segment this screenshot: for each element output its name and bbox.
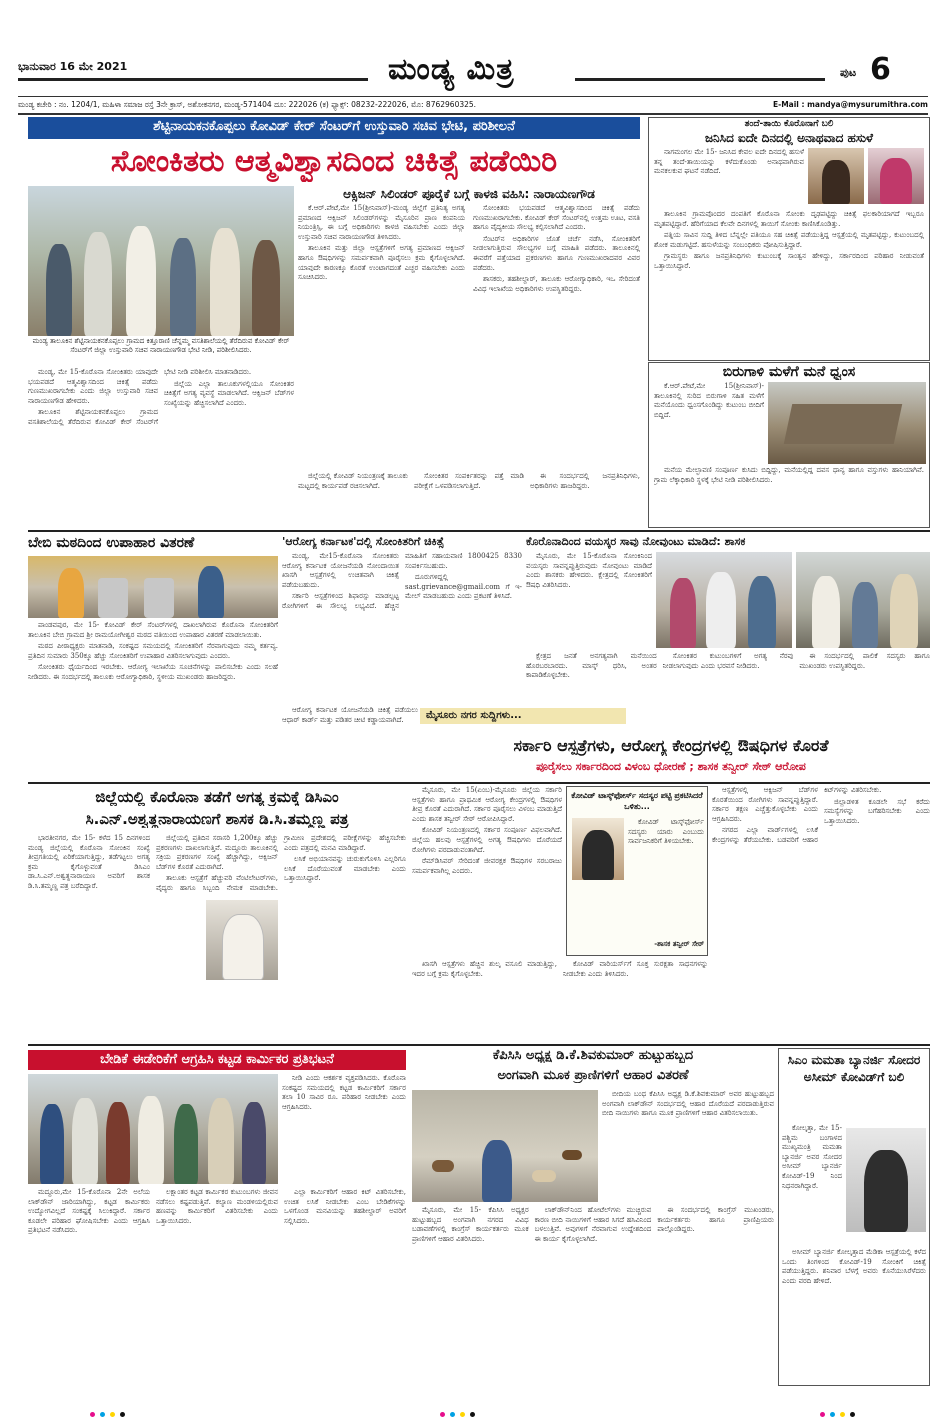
side-top-headline: ಜನಿಸಿದ ಐದೇ ದಿನದಲ್ಲಿ ಅನಾಥವಾದ ಹಸುಳೆ (704, 131, 874, 145)
lead-photo (28, 186, 294, 336)
side-mid-headline: ಬಿರುಗಾಳಿ ಮಳೆಗೆ ಮನೆ ಧ್ವಂಸ (722, 364, 856, 380)
row4-mid-body-a: ಬೀದಿಯ ಬಂಧ ಕೆಪಿಸಿಸಿ ಅಧ್ಯಕ್ಷ ಡಿ.ಕೆ.ಶಿವಕುಮಾರ್ ಅವರ ಹುಟ್ಟುಹಬ್ಬದ ಅಂಗವಾಗಿ ಲಾಕ್‌ಡೌನ್ ಸಂದರ್ಭದಲ್ಲಿ ಆಹಾರ ದೊರೆಯದೆ ಪರದಾಡುತ್ತಿರುವ ಬೀದಿ ನಾಯಿಗಳು ಹಾಗೂ ಮೂಕ ಪ್ರಾಣಿಗಳಿಗೆ ಆಹಾರ ವಿತರಿಸಲಾಯಿತು. (602, 1090, 774, 1118)
row2-photo-1 (28, 556, 278, 618)
row2-headline-2: 'ಆರೋಗ್ಯ ಕರ್ನಾಟಕ'ದಲ್ಲಿ ಸೋಂಕಿತರಿಗೆ ಚಿಕಿತ್ಸೆ (282, 535, 444, 548)
row2-photo-3a (656, 552, 792, 648)
address-bar (18, 96, 928, 115)
side-top-body: ನಾಗಮಂಗಲ ಮೇ 15- ಜನಿಸಿದ ಕೇವಲ ಐದೇ ದಿನದಲ್ಲಿ ಹಸುಳೆ ತನ್ನ ತಂದೆ-ತಾಯಿಯನ್ನು ಕಳೆದುಕೊಂಡು ಅನಾಥವಾಗಿರುವ ಮನಕಲಕುವ ಘಟನೆ ನಡೆದಿದೆ. (654, 148, 804, 176)
side-mid-body: ಕೆ.ಆರ್.ಪೇಟೆ,ಮೇ 15(ಶ್ರೀನಿವಾಸ್)-ತಾಲೂಕಿನಲ್ಲಿ ಸುರಿದ ಬಿರುಗಾಳಿ ಸಹಿತ ಮಳೆಗೆ ಮನೆಯೊಂದು ಧ್ವಂಸಗೊಂಡಿದ್ದು ಕುಟುಂಬ ಬೀದಿಗೆ ಬಿದ್ದಿದೆ. (654, 382, 764, 419)
taskforce-box-photo (572, 818, 624, 880)
side-top-photo-father (808, 148, 864, 204)
row4-left-body-a: ನೀಡಿ ಎಂದು ಆಕರ್ಶಕ ವ್ಯಕ್ತಪಡಿಸಿದರು. ಕೊರೊನಾ ಸಂಕಷ್ಟದ ಸಮಯದಲ್ಲಿ ಕಟ್ಟಡ ಕಾರ್ಮಿಕರಿಗೆ ಸರ್ಕಾರ ತಲಾ 10 ಸಾವಿರ ರೂ. ಪರಿಹಾರ ನೀಡಬೇಕು ಎಂದು ಆಗ್ರಹಿಸಿದರು. (282, 1074, 406, 1111)
row3-rule (28, 782, 930, 784)
masthead (18, 50, 928, 96)
row2-body-2: ಮಂಡ್ಯ, ಮೇ15-ಕೊರೊನಾ ಸೋಂಕಿತರು ಆರೋಗ್ಯ ಕರ್ನಾಟಕ ಯೋಜನೆಯಡಿ ನೋಂದಾಯಿತ ಖಾಸಗಿ ಆಸ್ಪತ್ರೆಗಳಲ್ಲಿ ಉಚಿತವಾಗಿ ಚಿಕಿತ್ಸೆ ಪಡೆಯಬಹುದು. ಸರ್ಕಾರಿ ಆಸ್ಪತ್ರೆಗಳಿಂದ ಶಿಫಾರಸ್ಸು ಮಾಡಲ್ಪಟ್ಟ ರೋಗಿಗಳಿಗೆ ಈ ಸೌಲಭ್ಯ ಲಭ್ಯವಿದೆ. ಹೆಚ್ಚಿನ ಮಾಹಿತಿಗೆ ಸಹಾಯವಾಣಿ 1800425 8330 ಸಂಪರ್ಕಿಸಬಹುದು. ದೂರುಗಳಿದ್ದಲ್ಲಿ sast.grievance@gmail.com ಗೆ ಇ-ಮೇಲ್ ಮಾಡಬಹುದು ಎಂದು ಪ್ರಕಟಣೆ ತಿಳಿಸಿದೆ. (282, 552, 522, 610)
row4-left-photo (28, 1074, 278, 1184)
side-top-kicker: ತಂದೆ-ತಾಯಿ ಕೊರೊನಾಗೆ ಬಲಿ (744, 119, 834, 129)
row2-body-1: ಪಾಂಡವಪುರ, ಮೇ 15- ಕೋವಿಡ್ ಕೇರ್ ಸೆಂಟರ್‌ಗಳಲ್ಲಿ ದಾಖಲಾಗಿರುವ ಕೊರೊನಾ ಸೋಂಕಿತರಿಗೆ ತಾಲೂಕಿನ ಬೇಬಿ ಗ್ರಾಮದ ಶ್ರೀ ರಾಮಯೋಗೀಶ್ವರ ಮಠದ ವತಿಯಿಂದ ಉಪಾಹಾರ ವಿತರಣೆ ಮಾಡಲಾಯಿತು. ಮಠದ ಪೀಠಾಧ್ಯಕ್ಷರು ಮಾತನಾಡಿ, ಸಂಕಷ್ಟದ ಸಮಯದಲ್ಲಿ ಸೋಂಕಿತರಿಗೆ ನೆರವಾಗುವುದು ನಮ್ಮ ಕರ್ತವ್ಯ. ಪ್ರತಿದಿನ ಸುಮಾರು 350ಕ್ಕೂ ಹೆಚ್ಚು ಸೋಂಕಿತರಿಗೆ ಉಪಾಹಾರ ವಿತರಿಸಲಾಗುವುದು ಎಂದರು. ಸೋಂಕಿತರು ಧೈರ್ಯದಿಂದ ಇರಬೇಕು. ಆರೋಗ್ಯ ಇಲಾಖೆಯ ಸೂಚನೆಗಳನ್ನು ಪಾಲಿಸಬೇಕು ಎಂದು ಸಲಹೆ ನೀಡಿದರು. ಈ ಸಂದರ್ಭದಲ್ಲಿ ತಾಲೂಕು ಆರೋಗ್ಯಾಧಿಕಾರಿ, ಸ್ಥಳೀಯ ಮುಖಂಡರು ಹಾಜರಿದ್ದರು. (28, 621, 278, 681)
row3-right-headline-1: ಸರ್ಕಾರಿ ಆಸ್ಪತ್ರೆಗಳು, ಆರೋಗ್ಯ ಕೇಂದ್ರಗಳಲ್ಲಿ ಔಷಧಿಗಳ ಕೊರತೆ (513, 736, 829, 755)
taskforce-box-sign: -ಶಾಸಕ ತನ್ವೀರ್ ಸೇಠ್ (654, 940, 704, 948)
side-top-photo-mother (868, 148, 924, 204)
row4-mid-body-b: ಮೈಸೂರು, ಮೇ 15- ಕೆಪಿಸಿಸಿ ಅಧ್ಯಕ್ಷರ ಹುಟ್ಟುಹಬ್ಬದ ಅಂಗವಾಗಿ ನಗರದ ವಿವಿಧ ಬಡಾವಣೆಗಳಲ್ಲಿ ಕಾಂಗ್ರೆಸ್ ಕಾರ್ಯಕರ್ತರು ಮೂಕ ಪ್ರಾಣಿಗಳಿಗೆ ಆಹಾರ ವಿತರಿಸಿದರು. ಲಾಕ್‌ಡೌನ್‌ನಿಂದ ಹೋಟೆಲ್‌ಗಳು ಮುಚ್ಚಿರುವ ಕಾರಣ ಬೀದಿ ನಾಯಿಗಳಿಗೆ ಆಹಾರ ಸಿಗದೆ ಹಸಿವಿನಿಂದ ಬಳಲುತ್ತಿವೆ. ಅವುಗಳಿಗೆ ನೆರವಾಗುವ ಉದ್ದೇಶದಿಂದ ಈ ಕಾರ್ಯ ಕೈಗೊಳ್ಳಲಾಗಿದೆ. ಈ ಸಂದರ್ಭದಲ್ಲಿ ಕಾಂಗ್ರೆಸ್ ಮುಖಂಡರು, ಕಾರ್ಯಕರ್ತರು ಹಾಗೂ ಪ್ರಾಣಿಪ್ರಿಯರು ಪಾಲ್ಗೊಂಡಿದ್ದರು. (412, 1206, 774, 1243)
masthead-rule (18, 78, 368, 81)
row2-body-3: ಮೈಸೂರು, ಮೇ 15-ಕೊರೊನಾ ಸೋಂಕಿನಿಂದ ವಯಸ್ಕರು ಸಾವನ್ನಪ್ಪುತ್ತಿರುವುದು ನೋವುಂಟು ಮಾಡಿದೆ ಎಂದು ಶಾಸಕರು ಹೇಳಿದರು. ಕ್ಷೇತ್ರದಲ್ಲಿ ಸೋಂಕಿತರಿಗೆ ಔಷಧಿ ವಿತರಿಸಿದರು. (526, 552, 652, 589)
lead-photo-caption: ಮಂಡ್ಯ ತಾಲೂಕಿನ ಶೆಟ್ಟಿನಾಯಕನಕೊಪ್ಪಲು ಗ್ರಾಮದ ಕಿತ್ತೂರಾಣಿ ಚೆನ್ನಮ್ಮ ವಸತಿಶಾಲೆಯಲ್ಲಿ ತೆರೆದಿರುವ ಕೋವಿಡ್ ಕೇರ್ ಸೆಂಟರ್‌ಗೆ ಜಿಲ್ಲಾ ಉಸ್ತುವಾರಿ ಸಚಿವ ನಾರಾಯಣಗೌಡ ಭೇಟಿ ನೀಡಿ, ಪರಿಶೀಲಿಸಿದರು. (32, 337, 290, 354)
row3-right-headline-2: ಪೂರೈಸಲು ಸರ್ಕಾರದಿಂದ ವಿಳಂಬ ಧೋರಣೆ ; ಶಾಸಕ ತನ್ವೀರ್ ಸೇಠ್ ಆರೋಪ (536, 760, 806, 773)
masthead-rule (575, 78, 825, 81)
lead-body-left: ಮಂಡ್ಯ, ಮೇ 15-ಕೊರೊನಾ ಸೋಂಕಿತರು ಯಾವುದೇ ಭಯಪಡದೆ ಆತ್ಮವಿಶ್ವಾಸದಿಂದ ಚಿಕಿತ್ಸೆ ಪಡೆದು ಗುಣಮುಖರಾಗಬೇಕು ಎಂದು ಜಿಲ್ಲಾ ಉಸ್ತುವಾರಿ ಸಚಿವ ನಾರಾಯಣಗೌಡ ಹೇಳಿದರು. ತಾಲೂಕಿನ ಶೆಟ್ಟಿನಾಯಕನಕೊಪ್ಪಲು ಗ್ರಾಮದ ವಸತಿಶಾಲೆಯಲ್ಲಿ ತೆರೆದಿರುವ ಕೋವಿಡ್ ಕೇರ್ ಸೆಂಟರ್‌ಗೆ ಭೇಟಿ ನೀಡಿ ಪರಿಶೀಲಿಸಿ ಮಾತನಾಡಿದರು. ಜಿಲ್ಲೆಯ ಎಲ್ಲಾ ತಾಲೂಕುಗಳಲ್ಲಿಯೂ ಸೋಂಕಿತರ ಚಿಕಿತ್ಸೆಗೆ ಅಗತ್ಯ ವ್ಯವಸ್ಥೆ ಮಾಡಲಾಗಿದೆ. ಆಕ್ಸಿಜನ್ ಬೆಡ್‌ಗಳ ಸಂಖ್ಯೆಯನ್ನು ಹೆಚ್ಚಿಸಲಾಗಿದೆ ಎಂದರು. (28, 368, 294, 426)
row4-rule (28, 1044, 930, 1046)
row2-headline-1: ಬೇಬಿ ಮಠದಿಂದ ಉಪಾಹಾರ ವಿತರಣೆ (28, 535, 195, 551)
row4-mid-headline-2: ಅಂಗವಾಗಿ ಮೂಕ ಪ್ರಾಣಿಗಳಿಗೆ ಆಹಾರ ವಿತರಣೆ (497, 1068, 689, 1083)
page-number: 6 (870, 52, 891, 87)
lead-body-bottom: ಜಿಲ್ಲೆಯಲ್ಲಿ ಕೋವಿಡ್ ನಿಯಂತ್ರಣಕ್ಕೆ ತಾಲೂಕು ಮಟ್ಟದಲ್ಲಿ ಕಾರ್ಯಪಡೆ ರಚಿಸಲಾಗಿದೆ. ಸೋಂಕಿತರ ಸಂಪರ್ಕಿತರನ್ನು ಪತ್ತೆ ಮಾಡಿ ಪರೀಕ್ಷೆಗೆ ಒಳಪಡಿಸಲಾಗುತ್ತಿದೆ. ಈ ಸಂದರ್ಭದಲ್ಲಿ ಜನಪ್ರತಿನಿಧಿಗಳು, ಅಧಿಕಾರಿಗಳು ಹಾಜರಿದ್ದರು. (298, 472, 640, 490)
issue-date: ಭಾನುವಾರ 16 ಮೇ 2021 (18, 60, 128, 73)
row3-right-body-a: ಮೈಸೂರು, ಮೇ 15(ಏಂಬ)-ಮೈಸೂರು ಜಿಲ್ಲೆಯ ಸರ್ಕಾರಿ ಆಸ್ಪತ್ರೆಗಳು ಹಾಗೂ ಪ್ರಾಥಮಿಕ ಆರೋಗ್ಯ ಕೇಂದ್ರಗಳಲ್ಲಿ ಔಷಧಿಗಳ ತೀವ್ರ ಕೊರತೆ ಎದುರಾಗಿದೆ. ಸರ್ಕಾರ ಪೂರೈಸಲು ವಿಳಂಬ ಮಾಡುತ್ತಿದೆ ಎಂದು ಶಾಸಕ ತನ್ವೀರ್ ಸೇಠ್ ಆರೋಪಿಸಿದ್ದಾರೆ. ಕೋವಿಡ್ ನಿಯಂತ್ರಣದಲ್ಲಿ ಸರ್ಕಾರ ಸಂಪೂರ್ಣ ವಿಫಲವಾಗಿದೆ. ಜಿಲ್ಲೆಯ ಹಲವು ಆಸ್ಪತ್ರೆಗಳಲ್ಲಿ ಅಗತ್ಯ ಔಷಧಿಗಳು ದೊರೆಯದೆ ರೋಗಿಗಳು ಪರದಾಡುವಂತಾಗಿದೆ. ರೆಮ್‌ಡಿಸಿವರ್ ಸೇರಿದಂತೆ ಜೀವರಕ್ಷಕ ಔಷಧಿಗಳ ಸರಬರಾಜು ಸಮರ್ಪಕವಾಗಿಲ್ಲ ಎಂದರು. (412, 786, 562, 875)
row2-rule (28, 530, 930, 532)
taskforce-box-body: ಕೋವಿಡ್ ಟಾಸ್ಕ್‌ಫೋರ್ಸ್ ಸದಸ್ಯರು ಯಾರು ಎಂಬುದು ಸಾರ್ವಜನಿಕರಿಗೆ ತಿಳಿಯಬೇಕು. (628, 818, 704, 846)
row3-left-headline-1: ಜಿಲ್ಲೆಯಲ್ಲಿ ಕೊರೊನಾ ತಡೆಗೆ ಅಗತ್ಯ ಕ್ರಮಕ್ಕೆ ಡಿಸಿಎಂ (95, 788, 339, 806)
row2-photo-3b (796, 552, 930, 648)
row3-right-body-c: ಖಾಸಗಿ ಆಸ್ಪತ್ರೆಗಳು ಹೆಚ್ಚಿನ ಶುಲ್ಕ ವಸೂಲಿ ಮಾಡುತ್ತಿದ್ದು, ಇದರ ಬಗ್ಗೆ ಕ್ರಮ ಕೈಗೊಳ್ಳಬೇಕು. ಕೋವಿಡ್ ವಾರಿಯರ್ಸ್‌ಗೆ ಸೂಕ್ತ ಸುರಕ್ಷತಾ ಸಾಧನಗಳನ್ನು ನೀಡಬೇಕು ಎಂದು ತಿಳಿಸಿದರು. (412, 960, 708, 978)
row2-headline-3: ಕೊರೊನಾದಿಂದ ವಯಸ್ಕರ ಸಾವು ನೋವುಂಟು ಮಾಡಿದೆ: ಶಾಸಕ (526, 535, 746, 548)
row4-mid-photo (412, 1090, 598, 1202)
row3-left-headline-2: ಸಿ.ಎನ್.ಅಶ್ವತ್ಥನಾರಾಯಣಗೆ ಶಾಸಕ ಡಿ.ಸಿ.ತಮ್ಮಣ್ಣ ಪತ್ರ (85, 810, 349, 828)
row3-left-photo (206, 900, 278, 980)
row4-mid-headline-1: ಕೆಪಿಸಿಸಿ ಅಧ್ಯಕ್ಷ ಡಿ.ಕೆ.ಶಿವಕುಮಾರ್ ಹುಟ್ಟುಹಬ್ಬದ (492, 1048, 694, 1063)
row3-right-body-b: ಆಸ್ಪತ್ರೆಗಳಲ್ಲಿ ಆಕ್ಸಿಜನ್ ಬೆಡ್‌ಗಳ ಕೊರತೆಯಿಂದ ರೋಗಿಗಳು ಸಾವನ್ನಪ್ಪುತ್ತಿದ್ದಾರೆ. ಸರ್ಕಾರ ತಕ್ಷಣ ಎಚ್ಚೆತ್ತುಕೊಳ್ಳಬೇಕು ಎಂದು ಆಗ್ರಹಿಸಿದರು. ನಗರದ ಎಲ್ಲಾ ವಾರ್ಡ್‌ಗಳಲ್ಲಿ ಲಸಿಕೆ ಕೇಂದ್ರಗಳನ್ನು ತೆರೆಯಬೇಕು. ಬಡವರಿಗೆ ಆಹಾರ ಕಿಟ್‌ಗಳನ್ನು ವಿತರಿಸಬೇಕು. ಜಿಲ್ಲಾಡಳಿತ ಕೂಡಲೇ ಸಭೆ ಕರೆದು ಸಮಸ್ಯೆಗಳನ್ನು ಬಗೆಹರಿಸಬೇಕು ಎಂದು ಒತ್ತಾಯಿಸಿದರು. (712, 786, 930, 844)
page-label: ಪುಟ (840, 66, 857, 79)
row2-body-3b: ಕ್ಷೇತ್ರದ ಜನತೆ ಅನಗತ್ಯವಾಗಿ ಮನೆಯಿಂದ ಹೊರಬರಬಾರದು. ಮಾಸ್ಕ್ ಧರಿಸಿ, ಅಂತರ ಕಾಪಾಡಿಕೊಳ್ಳಬೇಕು. ಸೋಂಕಿತರ ಕುಟುಂಬಗಳಿಗೆ ಅಗತ್ಯ ನೆರವು ನೀಡಲಾಗುವುದು ಎಂದು ಭರವಸೆ ನೀಡಿದರು. ಈ ಸಂದರ್ಭದಲ್ಲಿ ಪಾಲಿಕೆ ಸದಸ್ಯರು ಹಾಗೂ ಮುಖಂಡರು ಉಪಸ್ಥಿತರಿದ್ದರು. (526, 652, 930, 680)
row2-body-2b: ಆರೋಗ್ಯ ಕರ್ನಾಟಕ ಯೋಜನೆಯಡಿ ಚಿಕಿತ್ಸೆ ಪಡೆಯಲು ಆಧಾರ್ ಕಾರ್ಡ್ ಮತ್ತು ಪಡಿತರ ಚೀಟಿ ಕಡ್ಡಾಯವಾಗಿದೆ. (282, 706, 418, 724)
side-top-body-2: ತಾಲೂಕಿನ ಗ್ರಾಮವೊಂದರ ದಂಪತಿಗೆ ಕೊರೊನಾ ಸೋಂಕು ದೃಢಪಟ್ಟಿದ್ದು ಚಿಕಿತ್ಸೆ ಫಲಕಾರಿಯಾಗದೆ ಇಬ್ಬರೂ ಮೃತಪಟ್ಟಿದ್ದಾರೆ. ಹೆರಿಗೆಯಾದ ಕೆಲವೇ ದಿನಗಳಲ್ಲಿ ತಾಯಿಗೆ ಸೋಂಕು ಕಾಣಿಸಿಕೊಂಡಿತ್ತು. ಪತ್ನಿಯ ಸಾವಿನ ಸುದ್ದಿ ತಿಳಿದ ಬೆನ್ನಲ್ಲೇ ಪತಿಯೂ ಸಹ ಚಿಕಿತ್ಸೆ ಪಡೆಯುತ್ತಿದ್ದ ಆಸ್ಪತ್ರೆಯಲ್ಲಿ ಮೃತಪಟ್ಟಿದ್ದು, ಕುಟುಂಬದಲ್ಲಿ ಶೋಕ ಮಡುಗಟ್ಟಿದೆ. ಹಸುಳೆಯನ್ನು ಸಂಬಂಧಿಕರು ಪೋಷಿಸುತ್ತಿದ್ದಾರೆ. ಗ್ರಾಮಸ್ಥರು ಹಾಗೂ ಜನಪ್ರತಿನಿಧಿಗಳು ಕುಟುಂಬಕ್ಕೆ ಸಾಂತ್ವನ ಹೇಳಿದ್ದು, ಸರ್ಕಾರದಿಂದ ಪರಿಹಾರ ನೀಡುವಂತೆ ಒತ್ತಾಯಿಸಿದ್ದಾರೆ. (654, 210, 924, 270)
side-mid-body-2: ಮನೆಯ ಮೇಲ್ಛಾವಣಿ ಸಂಪೂರ್ಣ ಕುಸಿದು ಬಿದ್ದಿದ್ದು, ಮನೆಯಲ್ಲಿದ್ದ ದವಸ ಧಾನ್ಯ ಹಾಗೂ ವಸ್ತುಗಳು ಹಾನಿಯಾಗಿವೆ. ಗ್ರಾಮ ಲೆಕ್ಕಾಧಿಕಾರಿ ಸ್ಥಳಕ್ಕೆ ಭೇಟಿ ನೀಡಿ ಪರಿಶೀಲಿಸಿದರು. (654, 466, 924, 484)
row4-left-body-b: ಮದ್ದೂರು,ಮೇ 15-ಕೊರೊನಾ 2ನೇ ಅಲೆಯ ಲಾಕ್‌ಡೌನ್ ಜಾರಿಯಾಗಿದ್ದು, ಕಟ್ಟಡ ಕಾರ್ಮಿಕರು ಉದ್ಯೋಗವಿಲ್ಲದೆ ಸಂಕಷ್ಟಕ್ಕೆ ಸಿಲುಕಿದ್ದಾರೆ. ಸರ್ಕಾರ ಕೂಡಲೇ ಪರಿಹಾರ ಘೋಷಿಸಬೇಕು ಎಂದು ಆಗ್ರಹಿಸಿ ಪ್ರತಿಭಟನೆ ನಡೆಸಿದರು. ಲಕ್ಷಾಂತರ ಕಟ್ಟಡ ಕಾರ್ಮಿಕರ ಕುಟುಂಬಗಳು ಜೀವನ ನಡೆಸಲು ಕಷ್ಟಪಡುತ್ತಿವೆ. ಕಲ್ಯಾಣ ಮಂಡಳಿಯಲ್ಲಿರುವ ಹಣವನ್ನು ಕಾರ್ಮಿಕರಿಗೆ ವಿತರಿಸಬೇಕು ಎಂದು ಒತ್ತಾಯಿಸಿದರು. ಎಲ್ಲಾ ಕಾರ್ಮಿಕರಿಗೆ ಆಹಾರ ಕಿಟ್ ವಿತರಿಸಬೇಕು, ಉಚಿತ ಲಸಿಕೆ ನೀಡಬೇಕು ಎಂಬ ಬೇಡಿಕೆಗಳನ್ನು ಒಳಗೊಂಡ ಮನವಿಯನ್ನು ತಹಶೀಲ್ದಾರ್ ಅವರಿಗೆ ಸಲ್ಲಿಸಿದರು. (28, 1188, 406, 1235)
email-address: E-Mail : mandya@mysurumithra.com (772, 100, 928, 109)
lead-subhead: ಆಕ್ಸಿಜನ್ ಸಿಲಿಂಡರ್ ಪೂರೈಕೆ ಬಗ್ಗೆ ಕಾಳಜಿ ವಹಿಸಿ: ನಾರಾಯಣಗೌಡ (343, 187, 595, 201)
lead-headline: ಸೋಂಕಿತರು ಆತ್ಮವಿಶ್ವಾಸದಿಂದ ಚಿಕಿತ್ಸೆ ಪಡೆಯಿರಿ (110, 144, 558, 179)
lead-banner: ಶೆಟ್ಟಿನಾಯಕನಕೊಪ್ಪಲು ಕೋವಿಡ್ ಕೇರ್ ಸೆಂಟರ್‌ಗೆ ಉಸ್ತುವಾರಿ ಸಚಿವ ಭೇಟಿ, ಪರಿಶೀಲನೆ (28, 117, 640, 139)
office-address: ಮಂಡ್ಯ ಕಚೇರಿ : ನಂ. 1204/1, ಮಹಿಳಾ ಸಮಾಜ ರಸ್ತೆ 3ನೇ ಕ್ರಾಸ್, ಅಶೋಕನಗರ, ಮಂಡ್ಯ-571404 ದೂ: 222026 (ಕ) ಫ್ಯಾಕ್ಸ್: 08232-222026, ಮೊ: 8762960325. (18, 100, 477, 109)
row4-right-photo (846, 1128, 926, 1232)
masthead-title: ಮಂಡ್ಯ ಮಿತ್ರ (388, 52, 515, 87)
row3-left-body: ಭಾರತೀನಗರ, ಮೇ 15- ಕಳೆದ 15 ದಿನಗಳಿಂದ ಮಂಡ್ಯ ಜಿಲ್ಲೆಯಲ್ಲಿ ಕೊರೊನಾ ಸೋಂಕಿನ ಸಂಖ್ಯೆ ತೀವ್ರಗತಿಯಲ್ಲಿ ಏರಿಕೆಯಾಗುತ್ತಿದ್ದು, ತಡೆಗಟ್ಟಲು ಅಗತ್ಯ ಕ್ರಮ ಕೈಗೊಳ್ಳುವಂತೆ ಡಿಸಿಎಂ ಡಾ.ಸಿ.ಎನ್.ಅಶ್ವತ್ಥನಾರಾಯಣ ಅವರಿಗೆ ಶಾಸಕ ಡಿ.ಸಿ.ತಮ್ಮಣ್ಣ ಪತ್ರ ಬರೆದಿದ್ದಾರೆ. ಜಿಲ್ಲೆಯಲ್ಲಿ ಪ್ರತಿದಿನ ಸರಾಸರಿ 1,200ಕ್ಕೂ ಹೆಚ್ಚು ಪ್ರಕರಣಗಳು ದಾಖಲಾಗುತ್ತಿವೆ. ಮದ್ದೂರು ತಾಲೂಕಿನಲ್ಲಿ ಸಕ್ರಿಯ ಪ್ರಕರಣಗಳ ಸಂಖ್ಯೆ ಹೆಚ್ಚಾಗಿದ್ದು, ಆಕ್ಸಿಜನ್ ಬೆಡ್‌ಗಳ ಕೊರತೆ ಎದುರಾಗಿದೆ. ತಾಲೂಕು ಆಸ್ಪತ್ರೆಗೆ ಹೆಚ್ಚುವರಿ ವೆಂಟಿಲೇಟರ್‌ಗಳು, ವೈದ್ಯರು ಹಾಗೂ ಸಿಬ್ಬಂದಿ ನೇಮಕ ಮಾಡಬೇಕು. ಗ್ರಾಮೀಣ ಪ್ರದೇಶದಲ್ಲಿ ಪರೀಕ್ಷೆಗಳನ್ನು ಹೆಚ್ಚಿಸಬೇಕು ಎಂದು ಪತ್ರದಲ್ಲಿ ಮನವಿ ಮಾಡಿದ್ದಾರೆ. ಲಸಿಕೆ ಅಭಿಯಾನವನ್ನು ಚುರುಕುಗೊಳಿಸಿ ಎಲ್ಲರಿಗೂ ಲಸಿಕೆ ದೊರೆಯುವಂತೆ ಮಾಡಬೇಕು ಎಂದು ಒತ್ತಾಯಿಸಿದ್ದಾರೆ. (28, 834, 406, 892)
side-mid-photo (768, 382, 926, 464)
lead-body: ಕೆ.ಆರ್.ಪೇಟೆ,ಮೇ 15(ಶ್ರೀನಿವಾಸ್)-ಮಂಡ್ಯ ಜಿಲ್ಲೆಗೆ ಪ್ರತಿನಿತ್ಯ ಅಗತ್ಯ ಪ್ರಮಾಣದ ಆಕ್ಸಿಜನ್ ಸಿಲಿಂಡರ್‌ಗಳನ್ನು ಮೈಸೂರಿನ ಪ್ರಾಣ ಕಂಪನಿಯ ನಿಯಂತ್ರಿಸ್ಸಿ, ಈ ಬಗ್ಗೆ ಅಧಿಕಾರಿಗಳು ಕಾಳಜಿ ವಹಿಸಬೇಕು ಎಂದು ಜಿಲ್ಲಾ ಉಸ್ತುವಾರಿ ಸಚಿವ ನಾರಾಯಣಗೌಡ ತಿಳಿಸಿದರು. ತಾಲೂಕಿನ ಮತ್ತು ಜಿಲ್ಲಾ ಆಸ್ಪತ್ರೆಗಳಿಗೆ ಅಗತ್ಯ ಪ್ರಮಾಣದ ಆಕ್ಸಿಜನ್ ಹಾಗೂ ಔಷಧಿಗಳನ್ನು ಸಮರ್ಪಕವಾಗಿ ಪೂರೈಸಲು ಕ್ರಮ ಕೈಗೊಳ್ಳಲಾಗಿದೆ. ಯಾವುದೇ ಕಾರಣಕ್ಕೂ ಕೊರತೆ ಉಂಟಾಗದಂತೆ ಎಚ್ಚರ ವಹಿಸಬೇಕು ಎಂದು ಸೂಚಿಸಿದರು. ಸೋಂಕಿತರು ಭಯಪಡದೆ ಆತ್ಮವಿಶ್ವಾಸದಿಂದ ಚಿಕಿತ್ಸೆ ಪಡೆದು ಗುಣಮುಖರಾಗಬೇಕು. ಕೋವಿಡ್ ಕೇರ್ ಸೆಂಟರ್‌ನಲ್ಲಿ ಉತ್ತಮ ಊಟ, ವಸತಿ ಹಾಗೂ ವೈದ್ಯಕೀಯ ಸೌಲಭ್ಯ ಕಲ್ಪಿಸಲಾಗಿದೆ ಎಂದರು. ಸೆಂಟರ್‌ನ ಅಧಿಕಾರಿಗಳ ಜೊತೆ ಚರ್ಚೆ ನಡೆಸಿ, ಸೋಂಕಿತರಿಗೆ ನೀಡಲಾಗುತ್ತಿರುವ ಸೌಲಭ್ಯಗಳ ಬಗ್ಗೆ ಮಾಹಿತಿ ಪಡೆದರು. ತಾಲೂಕಿನಲ್ಲಿ ಈವರೆಗೆ ಪತ್ತೆಯಾದ ಪ್ರಕರಣಗಳು ಹಾಗೂ ಗುಣಮುಖರಾದವರ ವಿವರ ಪಡೆದರು. ಶಾಸಕರು, ತಹಶೀಲ್ದಾರ್, ತಾಲೂಕು ಆರೋಗ್ಯಾಧಿಕಾರಿ, ಇಒ ಸೇರಿದಂತೆ ವಿವಿಧ ಇಲಾಖೆಯ ಅಧಿಕಾರಿಗಳು ಉಪಸ್ಥಿತರಿದ್ದರು. (298, 204, 640, 293)
registration-marks (0, 1412, 945, 1420)
row4-right-body-a: ಕೋಲ್ಕತ್ತಾ, ಮೇ 15- ಪಶ್ಚಿಮ ಬಂಗಾಳದ ಮುಖ್ಯಮಂತ್ರಿ ಮಮತಾ ಬ್ಯಾನರ್ಜಿ ಅವರ ಸೋದರ ಅಸೀಮ್ ಬ್ಯಾನರ್ಜಿ ಕೋವಿಡ್-19 ನಿಂದ ನಿಧನರಾಗಿದ್ದಾರೆ. (782, 1124, 842, 1190)
row4-right-body-b: ಅಸೀಮ್ ಬ್ಯಾನರ್ಜಿ ಕೋಲ್ಕತ್ತಾದ ಮೆಡಿಕಾ ಆಸ್ಪತ್ರೆಯಲ್ಲಿ ಕಳೆದ ಒಂದು ತಿಂಗಳಿಂದ ಕೋವಿಡ್-19 ಸೋಂಕಿಗೆ ಚಿಕಿತ್ಸೆ ಪಡೆಯುತ್ತಿದ್ದರು. ಶನಿವಾರ ಬೆಳಗ್ಗೆ ಅವರು ಕೊನೆಯುಸಿರೆಳೆದರು ಎಂದು ವರದಿ ಹೇಳಿದೆ. (782, 1248, 926, 1285)
row4-left-headline: ಬೇಡಿಕೆ ಈಡೇರಿಕೆಗೆ ಆಗ್ರಹಿಸಿ ಕಟ್ಟಡ ಕಾರ್ಮಿಕರ ಪ್ರತಿಭಟನೆ (28, 1050, 406, 1070)
mysuru-news-tag: ಮೈಸೂರು ನಗರ ಸುದ್ದಿಗಳು... (420, 708, 626, 724)
taskforce-box-title: ಕೋವಿಡ್ ಟಾಸ್ಕ್‌ಫೋರ್ಸ್ ಸದಸ್ಯರ ಪಟ್ಟಿ ಪ್ರಕಟಿಸಿದರೆ ಒಳಿತು... (571, 791, 703, 811)
row4-right-headline: ಸಿಎಂ ಮಮತಾ ಬ್ಯಾನರ್ಜಿ ಸೋದರ ಅಸೀಮ್ ಕೋವಿಡ್‌ಗೆ ಬಲಿ (787, 1053, 921, 1084)
